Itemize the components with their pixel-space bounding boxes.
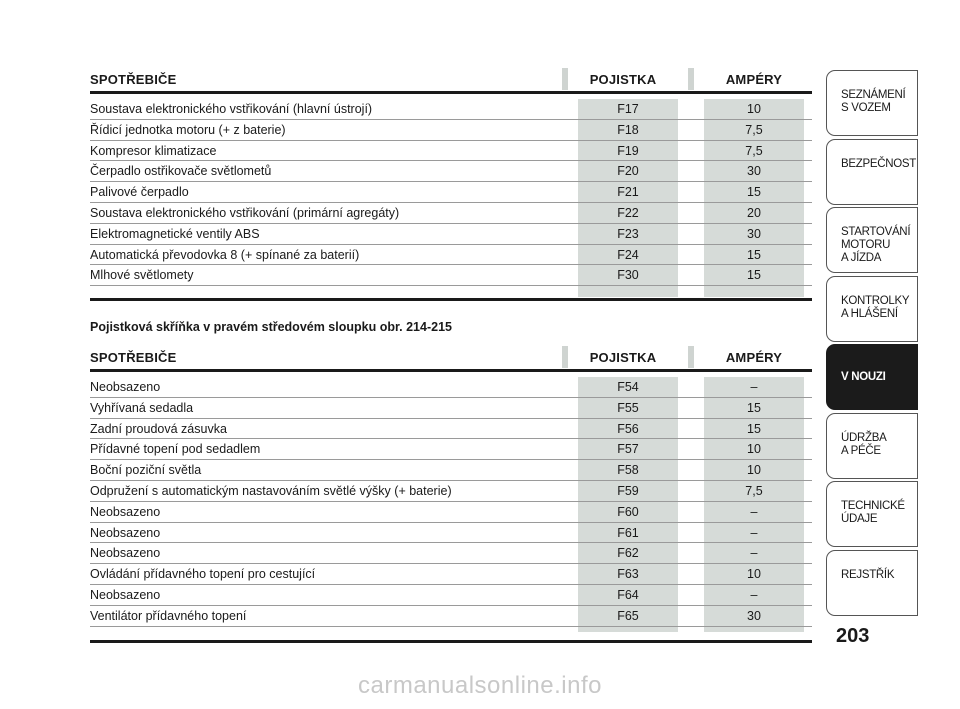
consumer-cell: Neobsazeno	[90, 588, 161, 602]
consumer-cell: Neobsazeno	[90, 546, 161, 561]
table-row	[90, 543, 812, 564]
chapter-tab-label: TECHNICKÉ	[841, 500, 905, 512]
table-row	[90, 99, 812, 120]
header-fuse: POJISTKA	[589, 350, 657, 365]
table-row	[90, 398, 812, 419]
header-amps: AMPÉRY	[725, 72, 783, 87]
table-row	[90, 265, 812, 286]
table-row	[90, 141, 812, 162]
consumer-cell: Elektromagnetické ventily ABS	[90, 226, 260, 241]
chapter-tab-label: V NOUZI	[841, 371, 886, 383]
chapter-tab-label: MOTORU	[841, 239, 891, 251]
amps-cell: 7,5	[745, 143, 763, 158]
table2-header	[90, 346, 812, 368]
table-row	[90, 120, 812, 141]
fuse-cell: F62	[617, 546, 639, 561]
table2-top-rule	[90, 369, 812, 372]
amps-cell: –	[750, 380, 758, 394]
chapter-tab-label: A HLÁŠENÍ	[841, 307, 898, 320]
table-row	[90, 439, 812, 460]
header-fuse: POJISTKA	[589, 72, 657, 87]
fuse-cell: F56	[617, 421, 639, 436]
consumer-cell: Soustava elektronického vstřikování (hlavní ústrojí)	[90, 102, 373, 116]
fuse-cell: F59	[617, 484, 639, 498]
amps-cell: 30	[747, 164, 761, 179]
chapter-tab[interactable]	[826, 481, 918, 547]
amps-cell: 7,5	[745, 484, 763, 498]
chapter-tab-label: SEZNÁMENÍ	[841, 89, 906, 101]
table-row	[90, 606, 812, 627]
fuse-cell: F17	[617, 102, 639, 116]
watermark: carmanualsonline.info	[358, 672, 602, 699]
fuse-cell: F24	[617, 247, 639, 262]
amps-cell: 10	[747, 463, 761, 478]
fuse-cell: F20	[617, 164, 639, 179]
amps-cell: 20	[747, 206, 761, 220]
fuse-cell: F55	[617, 400, 639, 415]
chapter-tab[interactable]	[826, 276, 918, 342]
amps-cell: 10	[747, 102, 761, 116]
chapter-tab-label: KONTROLKY	[841, 294, 910, 307]
chapter-tab-label: STARTOVÁNÍ	[841, 226, 911, 238]
fuse-cell: F18	[617, 122, 639, 137]
consumer-cell: Přídavné topení pod sedadlem	[90, 442, 261, 457]
header-consumer: SPOTŘEBIČE	[90, 72, 177, 87]
chapter-tab-label: ÚDRŽBA	[841, 431, 887, 444]
consumer-cell: Mlhové světlomety	[90, 268, 194, 283]
consumer-cell: Čerpadlo ostřikovače světlometů	[90, 164, 272, 179]
consumer-cell: Automatická převodovka 8 (+ spínané za baterií)	[90, 247, 360, 262]
table-row	[90, 523, 812, 544]
table-row	[90, 585, 812, 606]
chapter-tab[interactable]	[826, 70, 918, 136]
amps-cell: 7,5	[745, 122, 763, 137]
fuse-box-caption: Pojistková skříňka v pravém středovém sloupku obr. 214-215	[90, 320, 452, 334]
table-row	[90, 419, 812, 440]
fuse-cell: F54	[617, 380, 639, 394]
chapter-tab-label: REJSTŘÍK	[841, 568, 895, 581]
consumer-cell: Boční poziční světla	[90, 463, 202, 478]
consumer-cell: Ventilátor přídavného topení	[90, 608, 247, 623]
chapter-tab[interactable]	[826, 207, 918, 273]
consumer-cell: Ovládání přídavného topení pro cestující	[90, 567, 316, 582]
amps-cell: 15	[747, 247, 761, 262]
table-row	[90, 224, 812, 245]
consumer-cell: Odpružení s automatickým nastavováním světlé výšky (+ baterie)	[90, 484, 452, 498]
fuse-cell: F64	[617, 588, 639, 602]
consumer-cell: Neobsazeno	[90, 504, 161, 519]
chapter-tab-label: S VOZEM	[841, 102, 891, 114]
amps-cell: 30	[747, 226, 761, 241]
header-amps: AMPÉRY	[725, 350, 783, 365]
chapter-tab-label: A JÍZDA	[841, 252, 882, 264]
fuse-cell: F22	[617, 206, 639, 220]
amps-cell: 15	[747, 268, 761, 283]
fuse-cell: F19	[617, 143, 639, 158]
amps-cell: 10	[747, 442, 761, 457]
fuse-cell: F65	[617, 608, 639, 623]
amps-cell: 10	[747, 567, 761, 582]
header-consumer: SPOTŘEBIČE	[90, 350, 177, 365]
table-row	[90, 161, 812, 182]
fuse-cell: F63	[617, 567, 639, 582]
chapter-tab[interactable]	[826, 413, 918, 479]
amps-cell: 15	[747, 185, 761, 200]
chapter-tab-label: ÚDAJE	[841, 513, 878, 525]
chapter-tab[interactable]	[826, 344, 918, 410]
table-row	[90, 245, 812, 266]
consumer-cell: Řídicí jednotka motoru (+ z baterie)	[90, 122, 286, 137]
fuse-cell: F23	[617, 226, 639, 241]
fuse-cell: F61	[617, 525, 639, 540]
fuse-cell: F60	[617, 504, 639, 519]
amps-cell: 30	[747, 608, 761, 623]
consumer-cell: Neobsazeno	[90, 380, 161, 394]
table1-header	[90, 68, 812, 90]
chapter-tab[interactable]	[826, 139, 918, 205]
column-separator	[688, 68, 694, 90]
table-row	[90, 203, 812, 224]
amps-cell: –	[750, 504, 758, 519]
amps-cell: –	[750, 525, 758, 540]
fuse-cell: F58	[617, 463, 639, 478]
table1-bottom-rule	[90, 298, 812, 301]
table-row	[90, 377, 812, 398]
amps-cell: –	[750, 546, 758, 561]
amps-cell: 15	[747, 421, 761, 436]
fuse-cell: F21	[617, 185, 639, 200]
table-row	[90, 182, 812, 203]
chapter-tab-label: BEZPEČNOST	[841, 157, 916, 170]
table-row	[90, 460, 812, 481]
chapter-tab-label: A PÉČE	[841, 444, 881, 457]
chapter-tab[interactable]	[826, 550, 918, 616]
table2-bottom-rule	[90, 640, 812, 643]
table-row	[90, 481, 812, 502]
consumer-cell: Zadní proudová zásuvka	[90, 421, 227, 436]
amps-cell: –	[750, 588, 758, 602]
table-row	[90, 564, 812, 585]
fuse-cell: F30	[617, 268, 639, 283]
fuse-cell: F57	[617, 442, 639, 457]
column-separator	[688, 346, 694, 368]
consumer-cell: Palivové čerpadlo	[90, 185, 189, 200]
table-row	[90, 502, 812, 523]
consumer-cell: Neobsazeno	[90, 525, 161, 540]
consumer-cell: Kompresor klimatizace	[90, 143, 217, 158]
amps-cell: 15	[747, 400, 761, 415]
consumer-cell: Soustava elektronického vstřikování (primární agregáty)	[90, 206, 400, 220]
consumer-cell: Vyhřívaná sedadla	[90, 400, 194, 415]
page-number: 203	[836, 625, 870, 647]
table1-top-rule	[90, 91, 812, 94]
